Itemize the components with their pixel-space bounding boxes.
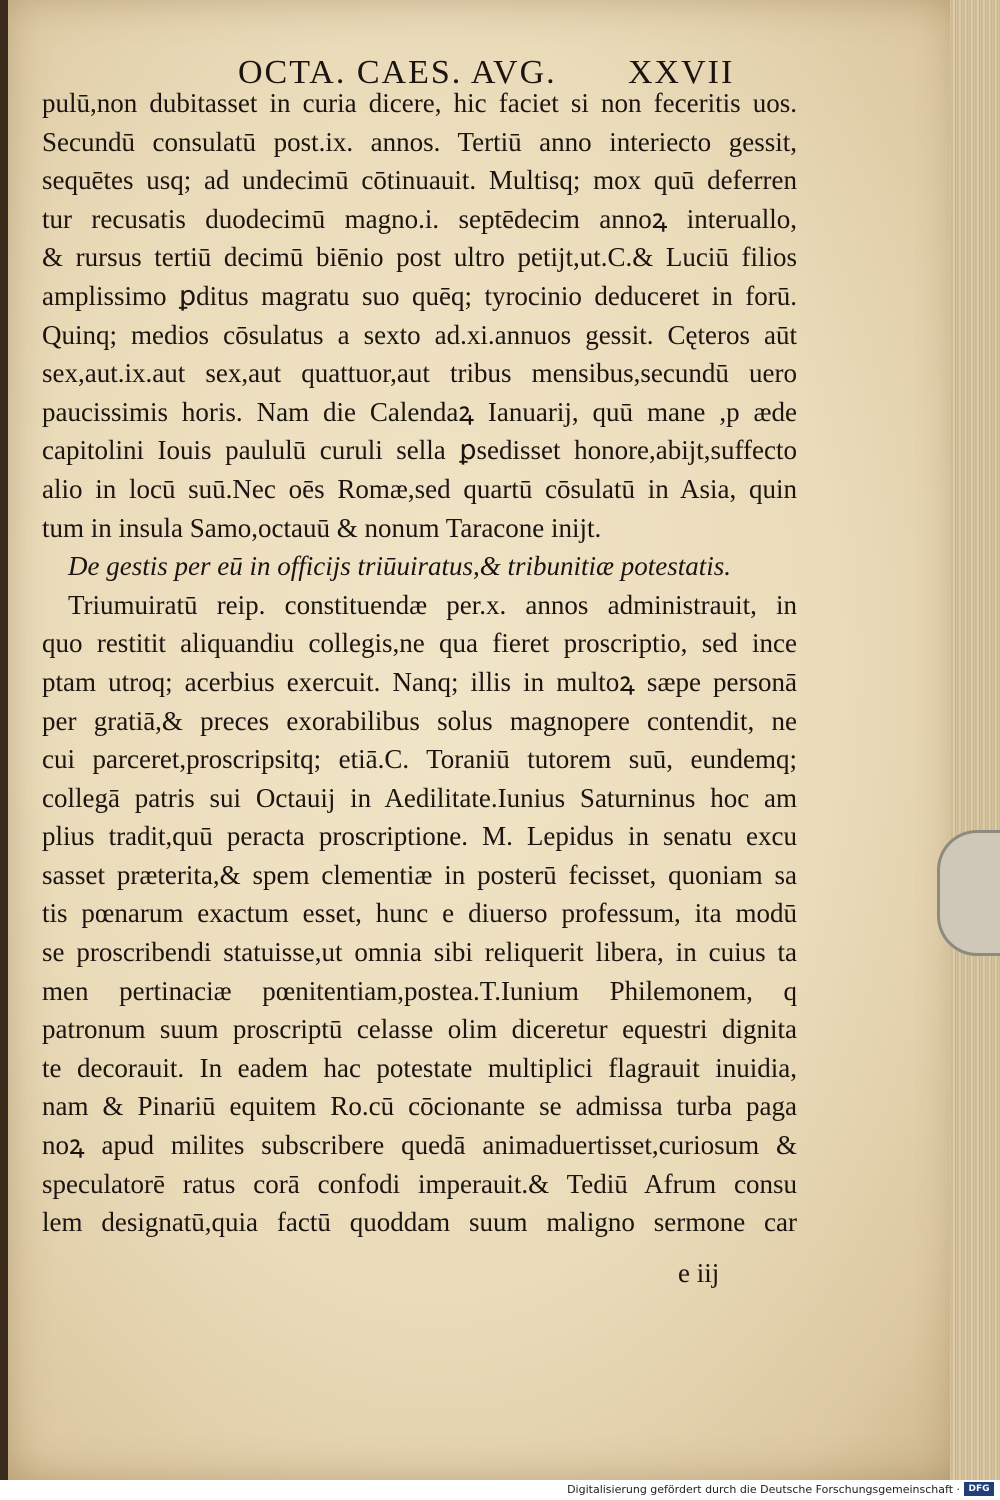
book-clamp	[937, 830, 1000, 956]
text-line: sex,aut.ix.aut sex,aut quattuor,aut tribus mensibus,secundū uero	[42, 358, 797, 389]
running-head-title: OCTA. CAES. AVG.	[238, 54, 557, 91]
text-line: ptam utroq; acerbius exercuit. Nanq; illis in multoꝝ sæpe personā	[42, 666, 797, 697]
folio-number: XXVII	[628, 54, 735, 91]
page-stack-edge	[950, 0, 1000, 1480]
text-line: & rursus tertiū decimū biēnio post ultro petijt,ut.C.& Luciū filios	[42, 242, 797, 273]
text-line: tis pœnarum exactum esset, hunc e diuerso professum, ita modū	[42, 898, 797, 929]
text-line: Triumuiratū reip. constituendæ per.x. annos administrauit, in	[68, 589, 797, 620]
digitization-footer	[0, 1480, 1000, 1500]
signature-mark: e iij	[678, 1258, 720, 1288]
text-line: se proscribendi statuisse,ut omnia sibi reliquerit libera, in cuius ta	[42, 937, 797, 968]
text-line: noꝝ apud milites subscribere quedā animaduertisset,curiosum &	[42, 1130, 797, 1161]
text-line: tum in insula Samo,octauū & nonum Taracone inijt.	[42, 512, 602, 543]
text-line: lem designatū,quia factū quoddam suum maligno sermone car	[42, 1207, 797, 1238]
text-line: men pertinaciæ pœnitentiam,postea.T.Iunium Philemonem, q	[42, 975, 797, 1006]
text-line: tur recusatis duodecimū magno.i. septēdecim annoꝝ interuallo,	[42, 203, 797, 234]
text-line: alio in locū suū.Nec oēs Romæ,sed quartū cōsulatū in Asia, quin	[42, 473, 797, 504]
dfg-logo: DFG	[964, 1482, 994, 1496]
text-line: sequētes usq; ad undecimū cōtinuauit. Multisq; mox quū deferren	[42, 165, 797, 196]
text-line: nam & Pinariū equitem Ro.cū cōcionante se admissa turba paga	[42, 1091, 797, 1122]
text-line: per gratiā,& preces exorabilibus solus magnopere contendit, ne	[42, 705, 797, 736]
text-line: capitolini Iouis paululū curuli sella ꝑsedisset honore,abijt,suffecto	[42, 435, 797, 466]
text-line: plius tradit,quū peracta proscriptione. M. Lepidus in senatu excu	[42, 821, 797, 852]
section-heading: De gestis per eū in officijs triūuiratus,& tribunitiæ potestatis.	[68, 551, 732, 582]
text-line: collegā patris sui Octauij in Aedilitate.Iunius Saturninus hoc am	[42, 782, 797, 813]
funding-notice: Digitalisierung gefördert durch die Deutsche Forschungsgemeinschaft ·	[567, 1483, 960, 1496]
text-line: patronum suum proscriptū celasse olim diceretur equestri dignita	[42, 1014, 797, 1045]
body-text	[42, 84, 797, 1242]
text-line: te decorauit. In eadem hac potestate multiplici flagrauit inuidia,	[42, 1052, 797, 1083]
text-line: amplissimo ꝑditus magratu suo quēq; tyrocinio deduceret in forū.	[42, 280, 797, 311]
text-line: pulū,non dubitasset in curia dicere, hic faciet si non feceritis uos.	[42, 88, 797, 118]
text-line: Quinq; medios cōsulatus a sexto ad.xi.annuos gessit. Cęteros aūt	[42, 319, 797, 350]
text-line: speculatorē ratus corā confodi imperauit.& Tediū Afrum consu	[42, 1168, 797, 1199]
book-page	[8, 0, 958, 1480]
text-line: sasset præterita,& spem clementiæ in posterū fecisset, quoniam sa	[42, 859, 797, 890]
text-line: quo restitit aliquandiu collegis,ne qua fieret proscriptio, sed ince	[42, 628, 797, 659]
text-line: Secundū consulatū post.ix. annos. Tertiū anno interiecto gessit,	[42, 126, 797, 157]
text-line: cui parceret,proscripsitq; etiā.C. Toraniū tutorem suū, eundemq;	[42, 744, 797, 775]
text-line: paucissimis horis. Nam die Calendaꝝ Ianuarij, quū mane ,p æde	[42, 396, 797, 427]
